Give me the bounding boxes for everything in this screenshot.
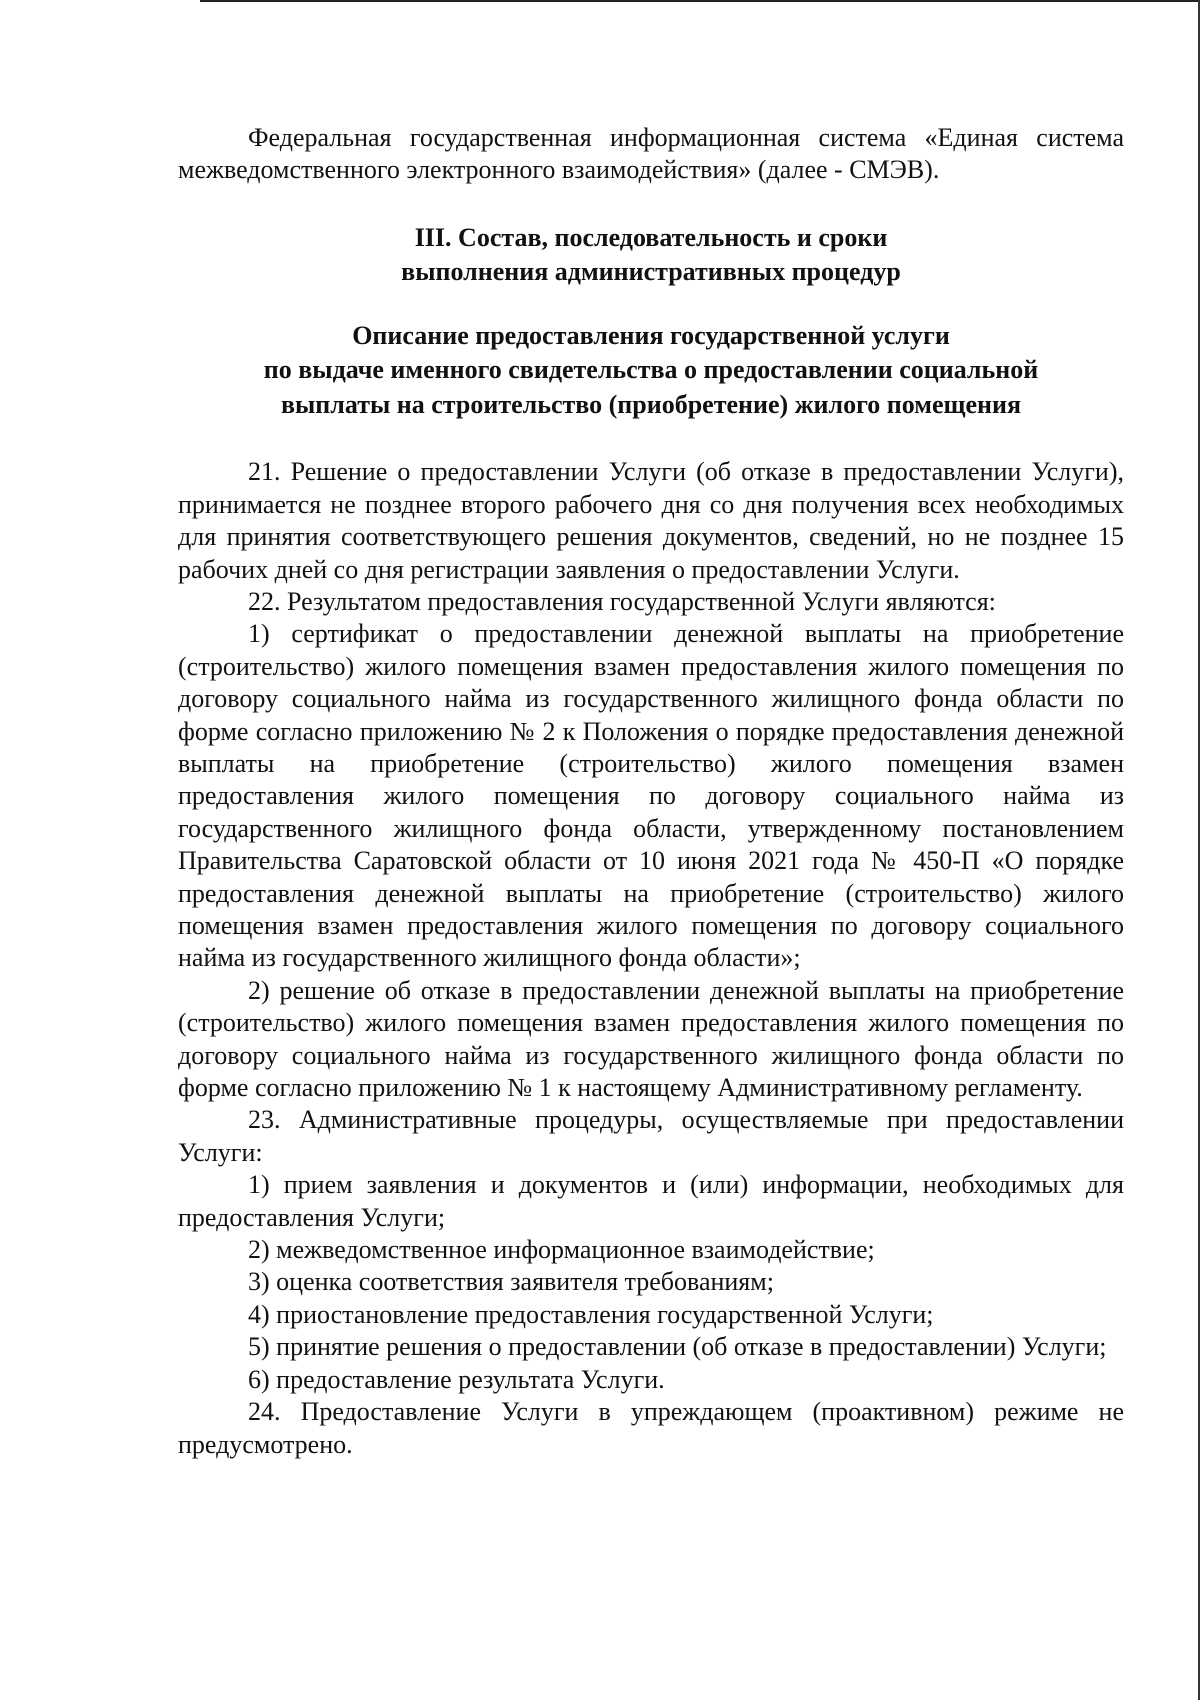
paragraph-23-item-1: 1) прием заявления и документов и (или) информации, необходимых для предоставления Услуги; [178, 1170, 1124, 1232]
paragraph-23-item-3: 3) оценка соответствия заявителя требованиям; [248, 1267, 774, 1297]
paragraph-23-item-4: 4) приостановление предоставления государственной Услуги; [248, 1299, 934, 1329]
paragraph-23-item-5: 5) принятие решения о предоставлении (об отказе в предоставлении) Услуги; [248, 1332, 1107, 1362]
section-title-line-2: выполнения административных процедур [401, 256, 901, 286]
paragraph-23-item-6: 6) предоставление результата Услуги. [248, 1364, 665, 1394]
description-title-line-3: выплаты на строительство (приобретение) жилого помещения [280, 389, 1022, 419]
document-body [178, 122, 1124, 1461]
paragraph-23-item-2: 2) межведомственное информационное взаимодействие; [248, 1235, 875, 1265]
description-title-line-2: по выдаче именного свидетельства о предоставлении социальной [263, 355, 1039, 385]
description-title-line-1: Описание предоставления государственной услуги [352, 320, 950, 350]
paragraph-22-item-2: 2) решение об отказе в предоставлении денежной выплаты на приобретение (строительство) жилого помещения взамен предоставления жилого помещения по договору социального найма из государственного жилищного фонда области по форме согласно приложению № 1 к настоящему Административному регламенту. [178, 975, 1124, 1103]
paragraph-24: 24. Предоставление Услуги в упреждающем (проактивном) режиме не предусмотрено. [178, 1397, 1124, 1459]
paragraph-23: 23. Административные процедуры, осуществляемые при предоставлении Услуги: [178, 1105, 1124, 1167]
paragraph-21: 21. Решение о предоставлении Услуги (об отказе в предоставлении Услуги), принимается не позднее второго рабочего дня со дня получения всех необходимых для принятия соответствующего решения документов, сведений, но не позднее 15 рабочих дней со дня регистрации заявления о предоставлении Услуги. [178, 457, 1124, 584]
paragraph-22: 22. Результатом предоставления государственной Услуги являются: [248, 586, 996, 616]
scan-edge-top [200, 0, 1200, 2]
paragraph-22-item-1: 1) сертификат о предоставлении денежной выплаты на приобретение (строительство) жилого помещения взамен предоставления жилого помещения по договору социального найма из государственного жилищного фонда области по форме согласно приложению № 2 к Положения о порядке предоставления денежной выплаты на приобретение (строительство) жилого помещения взамен предоставления жилого помещения по договору социального найма из государственного жилищного фонда области, утвержденному постановлением Правительства Саратовской области от 10 июня 2021 года № 450-П «О порядке предоставления денежной выплаты на приобретение (строительство) жилого помещения взамен предоставления жилого помещения по договору социального найма из государственного жилищного фонда области»; [178, 619, 1124, 973]
section-title-line-1: III. Состав, последовательность и сроки [414, 222, 888, 252]
intro-paragraph: Федеральная государственная информационная система «Единая система межведомственного электронного взаимодействия» (далее - СМЭВ). [178, 123, 1124, 185]
